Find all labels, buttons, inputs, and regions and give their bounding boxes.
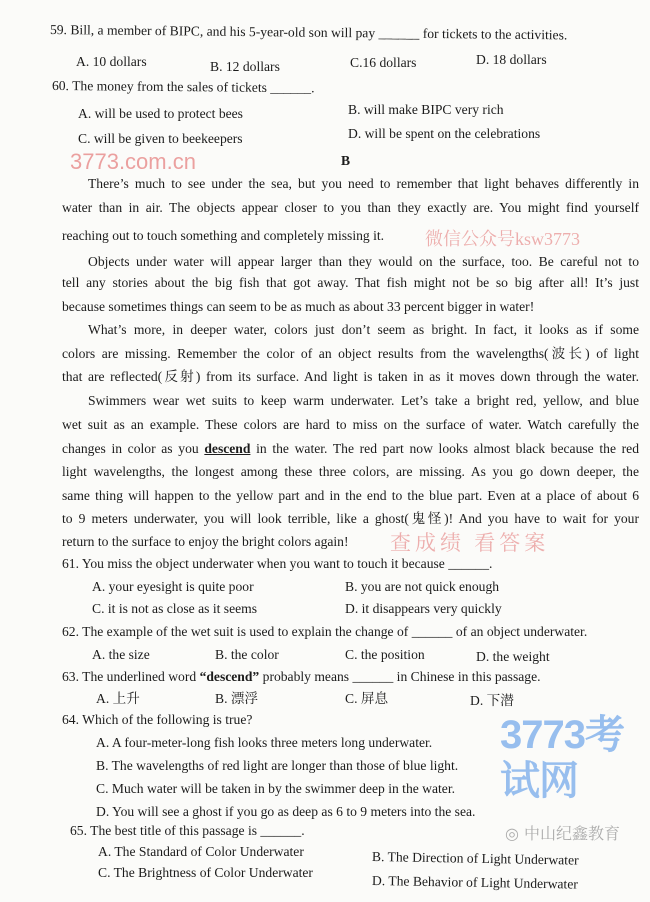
q63-option-b: B. 漂浮 (215, 691, 259, 706)
section-heading: B (341, 153, 351, 168)
passage-text: changes in color as you (62, 441, 199, 456)
q61-stem: 61. You miss the object underwater when you want to touch it because ______. (62, 556, 493, 571)
passage-line: Objects under water will appear larger than they would on the surface, too. Be careful not to (88, 254, 639, 269)
watermark-logo-text: 中山纪鑫教育 (524, 824, 621, 843)
q60-option-c: C. will be given to beekeepers (78, 131, 243, 146)
passage-line: light wavelengths, the longest among these three colors, are missing. As you go down deeper, the (62, 464, 639, 479)
passage-line: to 9 meters underwater, you will look terrible, like a ghost(鬼怪)! And you have to wait for your (62, 511, 639, 526)
q64-option-b: B. The wavelengths of red light are longer than those of blue light. (96, 758, 459, 773)
underlined-word-descend: descend (204, 441, 251, 456)
q64-stem: 64. Which of the following is true? (62, 712, 253, 727)
q63-option-c: C. 屏息 (345, 691, 389, 706)
passage-line: Swimmers wear wet suits to keep warm underwater. Let’s take a bright red, yellow, and blue (88, 393, 639, 408)
watermark-domain: 3773.com.cn (70, 149, 196, 174)
passage-text: in the water. The red part now looks almost black because the red (256, 441, 639, 456)
q65-option-b: B. The Direction of Light Underwater (371, 849, 579, 868)
passage-line: that are reflected(反射) from its surface. And light is taken in as it moves down through the water. (62, 369, 639, 384)
q62-option-a: A. the size (92, 647, 150, 662)
q60-option-a: A. will be used to protect bees (78, 106, 243, 121)
q63-keyword: “descend” (199, 669, 260, 684)
q60-option-b: B. will make BIPC very rich (348, 102, 504, 117)
q63-option-a: A. 上升 (96, 691, 140, 706)
q65-option-c: C. The Brightness of Color Underwater (98, 865, 313, 880)
q63-stem-text: probably means ______ in Chinese in this passage. (262, 669, 541, 684)
q59-option-c: C.16 dollars (350, 55, 417, 70)
q61-option-d: D. it disappears very quickly (345, 601, 502, 616)
q59-option-a: A. 10 dollars (76, 54, 147, 69)
passage-line: There’s much to see under the sea, but you need to remember that light behaves differently in (88, 176, 639, 191)
q65-option-a: A. The Standard of Color Underwater (98, 844, 304, 859)
q59-stem: 59. Bill, a member of BIPC, and his 5-year-old son will pay ______ for tickets to the activities. (49, 22, 568, 43)
q65-stem: 65. The best title of this passage is ______. (70, 823, 305, 838)
q62-option-b: B. the color (215, 647, 279, 662)
q64-option-a: A. A four-meter-long fish looks three meters long underwater. (96, 735, 433, 750)
q59-option-d: D. 18 dollars (476, 52, 547, 67)
passage-line: tell any stories about the big fish that got away. That fish might not be so big after all! It’s just (62, 275, 639, 290)
passage-line: because sometimes things can seem to be as much as about 33 percent bigger in water! (62, 299, 535, 314)
q64-option-d: D. You will see a ghost if you go as deep as 6 to 9 meters into the sea. (96, 804, 476, 819)
passage-line: return to the surface to enjoy the bright colors again! (62, 534, 349, 549)
watermark-slogan: 查成绩 看答案 (390, 531, 550, 555)
passage-line: reaching out to touch something and completely missing it. (62, 228, 385, 243)
q62-option-d: D. the weight (476, 649, 550, 664)
watermark-logo (505, 825, 620, 843)
q64-option-c: C. Much water will be taken in by the swimmer deep in the water. (96, 781, 456, 796)
q60-option-d: D. will be spent on the celebrations (348, 126, 541, 141)
q61-option-a: A. your eyesight is quite poor (92, 579, 254, 594)
q65-option-d: D. The Behavior of Light Underwater (371, 873, 578, 892)
passage-line (62, 441, 639, 457)
passage-line: water than in air. The objects appear closer to you than they exactly are. You might find yourself (62, 200, 639, 215)
q62-option-c: C. the position (345, 647, 425, 662)
passage-line: What’s more, in deeper water, colors just don’t seem as bright. In fact, it looks as if some (88, 322, 639, 337)
wechat-icon: ◎ (505, 824, 525, 843)
watermark-wechat: 微信公众号ksw3773 (425, 229, 581, 249)
q61-option-c: C. it is not as close as it seems (92, 601, 257, 616)
q59-option-b: B. 12 dollars (210, 59, 280, 74)
q63-option-d: D. 下潜 (470, 693, 514, 708)
watermark-site: 3773考试网 (500, 713, 624, 803)
passage-line: colors are missing. Remember the color of an object results from the wavelengths(波长) of light (62, 346, 639, 361)
q60-stem: 60. The money from the sales of tickets ______. (51, 78, 315, 96)
q63-stem-text: 63. The underlined word (62, 669, 197, 684)
q63-stem (62, 669, 541, 685)
q61-option-b: B. you are not quick enough (345, 579, 500, 594)
passage-line: same thing will happen to the yellow part and in the end to the blue part. Even at a place of about 6 (62, 488, 639, 503)
q62-stem: 62. The example of the wet suit is used to explain the change of ______ of an object underwater. (62, 624, 588, 639)
passage-line: wet suit as an example. These colors are hard to miss on the surface of water. Watch carefully the (62, 417, 639, 432)
